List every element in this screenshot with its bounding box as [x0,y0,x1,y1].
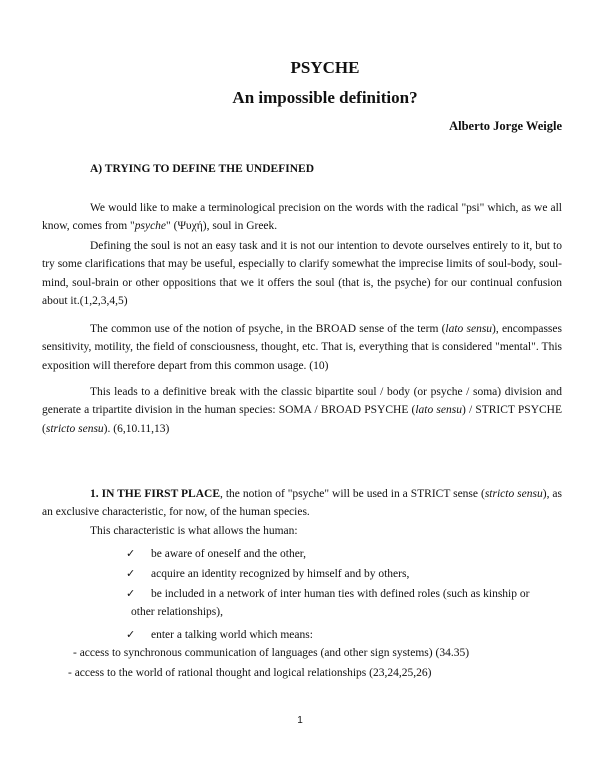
p4-text-b: ) / STRICT PSYCHE ( [42,404,563,435]
p5-bold-heading: 1. IN THE FIRST PLACE [90,488,220,500]
check-item-continuation: other relationships), [131,606,223,619]
check-item-text: enter a talking world which means: [151,629,313,641]
p5-italic: stricto sensu [484,488,543,500]
p1-text-a: We would like to make a terminological precision on the words with the radical "psi" which, as we all know, comes from " [42,202,562,233]
author-name: Alberto Jorge Weigle [449,119,562,133]
page-subtitle: An impossible definition? [232,88,418,107]
p1-italic: psyche [134,220,167,233]
p4-italic-2: stricto sensu [45,422,104,435]
section-heading-a: A) TRYING TO DEFINE THE UNDEFINED [90,163,314,175]
p4-italic-1: lato sensu [415,404,462,417]
paragraph-4 [42,383,562,438]
p4-text-c: ). (6,10.11,13) [103,422,170,435]
dash-item: - access to the world of rational thought and logical relationships (23,24,25,26) [68,667,432,679]
paragraph-3 [42,320,562,375]
check-item [126,545,566,563]
check-item-text: acquire an identity recognized by himself and by others, [151,568,410,580]
p3-text-a: The common use of the notion of psyche, in the BROAD sense of the term ( [90,323,446,335]
check-item [126,565,566,583]
checkmark-icon: ✓ [126,547,136,560]
paragraph-5 [42,485,562,522]
check-item [126,626,566,644]
p5-text-b: ), as an exclusive characteristic, for now, of the human species. [42,488,562,519]
p1-text-b: " (Ψυχή), soul in Greek. [166,220,278,233]
p5-text-a: , the notion of "psyche" will be used in a STRICT sense ( [219,488,485,500]
paragraph-2: Defining the soul is not an easy task and it is not our intention to devote ourselves entirely to it, but to try some clarifications that may be useful, especially to clarify somewhat the imprecise limits of soul-body, soul-mind, soul-brain or other oppositions that we it offers the soul (that is, the psyche) for our continual confusion about it.(1,2,3,4,5) [42,240,562,307]
p3-text-b: ), encompasses sensitivity, motility, the field of consciousness, thought, etc. That is, everything that is considered "mental". This exposition will therefore depart from this common usage. (10) [42,323,562,372]
page-title: PSYCHE [290,58,360,77]
paragraph-1 [42,199,562,236]
checkmark-icon: ✓ [126,628,136,641]
paragraph-6: This characteristic is what allows the human: [90,525,298,537]
page-number: 1 [297,715,303,726]
checkmark-icon: ✓ [126,567,136,580]
checkmark-icon: ✓ [126,587,136,600]
p3-italic: lato sensu [445,323,493,335]
p4-text-a: This leads to a definitive break with the classic bipartite soul / body (or psyche / soma) division and generate a tripartite division in the human species: SOMA / BROAD PSYCHE ( [42,386,562,417]
check-item [126,585,566,622]
check-item-text: be included in a network of inter human ties with defined roles (such as kinship or [151,588,530,600]
dash-item: - access to synchronous communication of languages (and other sign systems) (34.35) [73,647,470,659]
check-item-text: be aware of oneself and the other, [151,548,307,560]
